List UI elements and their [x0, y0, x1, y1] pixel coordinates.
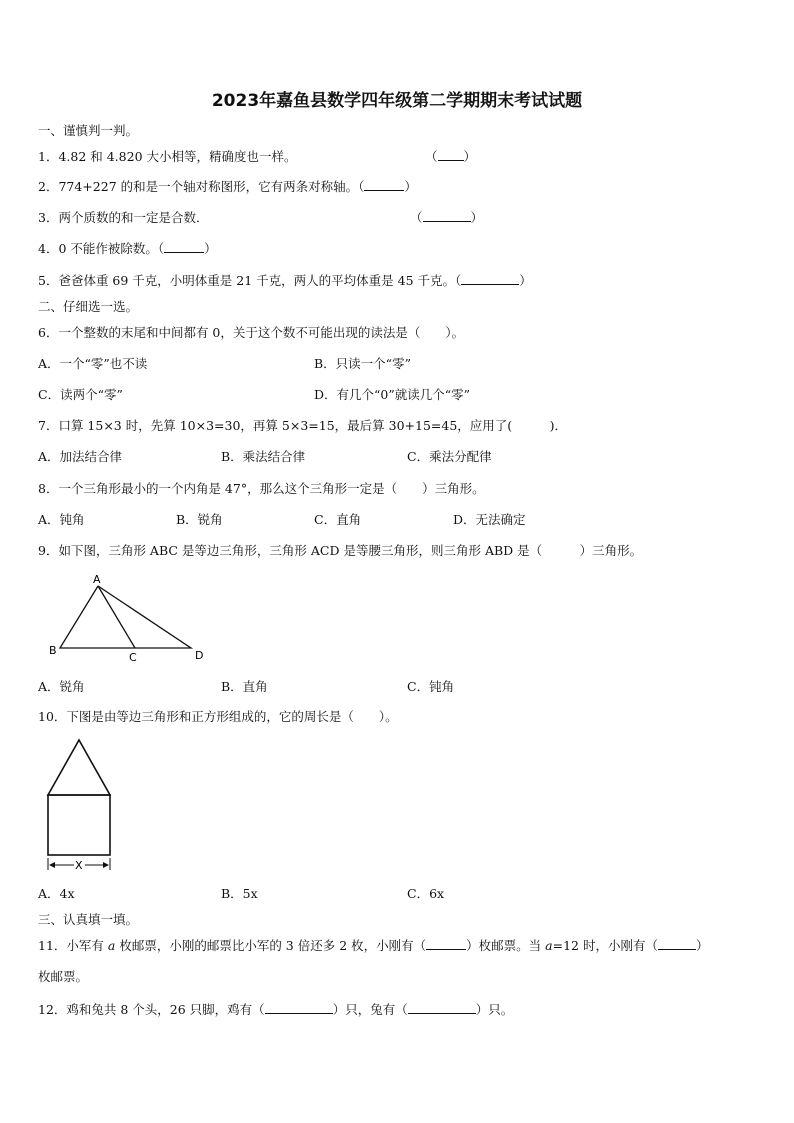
question-2: 2．774+227 的和是一个轴对称图形，它有两条对称轴。（ ）	[38, 179, 417, 194]
question-3	[38, 208, 208, 226]
variable-a: a	[107, 938, 116, 953]
q10-option-b[interactable]: B．5x	[221, 886, 258, 901]
q7-option-b[interactable]: B．乘法结合律	[221, 449, 306, 464]
triangle-abd-figure	[40, 570, 220, 666]
question-11-line-2: 枚邮票。	[38, 969, 89, 984]
answer-blank[interactable]	[364, 178, 404, 191]
question-5: 5．爸爸体重 69 千克，小明体重是 21 千克，两人的平均体重是 45 千克。（ ）	[38, 273, 532, 288]
page-title: 2023年嘉鱼县数学四年级第二学期期末考试试题	[211, 91, 583, 111]
answer-blank[interactable]	[438, 148, 464, 161]
q8-option-b[interactable]: B．锐角	[176, 512, 223, 527]
q6-option-d[interactable]: D．有几个“0”就读几个“零”	[314, 387, 471, 402]
q6-option-b[interactable]: B．只读一个“零”	[314, 356, 411, 371]
q10-option-c[interactable]: C．6x	[407, 886, 445, 901]
label-a: A	[93, 573, 101, 586]
equilateral-triangle	[48, 740, 110, 795]
question-4: 4．0 不能作被除数。（ ）	[38, 241, 217, 256]
question-1-text: 1．4.82 和 4.820 大小相等，精确度也一样。	[38, 149, 297, 164]
question-1-answer[interactable]: （ ）	[425, 149, 477, 164]
question-8-text: 8．一个三角形最小的一个内角是 47°，那么这个三角形一定是（ ）三角形。	[38, 481, 485, 496]
question-5-text: 5．爸爸体重 69 千克，小明体重是 21 千克，两人的平均体重是 45 千克。（	[38, 273, 462, 288]
question-1	[38, 147, 297, 165]
answer-blank[interactable]	[265, 1001, 333, 1014]
q7-option-a[interactable]: A．加法结合律	[38, 449, 123, 464]
triangle-outline	[60, 586, 191, 648]
variable-a: a	[545, 938, 553, 953]
question-2-text: 2．774+227 的和是一个轴对称图形，它有两条对称轴。（	[38, 179, 365, 194]
q10-option-a[interactable]: A．4x	[38, 886, 75, 901]
question-4-text: 4．0 不能作被除数。（	[38, 241, 165, 256]
house-shape-figure	[40, 734, 120, 874]
label-d: D	[195, 649, 204, 662]
arrowhead-left-icon	[49, 862, 55, 868]
answer-blank[interactable]	[426, 937, 466, 950]
q8-option-a[interactable]: A．钝角	[38, 512, 85, 527]
q6-option-c[interactable]: C．读两个“零”	[38, 387, 123, 402]
question-3-answer[interactable]: （ ）	[410, 210, 484, 225]
question-9-text: 9．如下图，三角形 ABC 是等边三角形，三角形 ACD 是等腰三角形，则三角形 ABD 是（ ）三角形。	[38, 543, 643, 558]
answer-blank[interactable]	[461, 272, 519, 285]
q7-option-c[interactable]: C．乘法分配律	[407, 449, 492, 464]
answer-blank[interactable]	[164, 240, 204, 253]
section-heading-1: 一、谨慎判一判。	[38, 123, 139, 138]
square	[48, 795, 110, 855]
section-heading-2: 二、仔细选一选。	[38, 299, 139, 314]
question-10-text: 10．下图是由等边三角形和正方形组成的，它的周长是（ ）。	[38, 709, 398, 724]
answer-blank[interactable]	[423, 209, 471, 222]
q8-option-c[interactable]: C．直角	[314, 512, 362, 527]
section-heading-3: 三、认真填一填。	[38, 912, 139, 927]
q9-option-c[interactable]: C．钝角	[407, 679, 455, 694]
question-7-text: 7．口算 15×3 时，先算 10×3=30，再算 5×3=15，最后算 30+15=45，应用了( )．	[38, 418, 568, 433]
question-12: 12．鸡和兔共 8 个头，26 只脚，鸡有（ ）只，兔有（ ）只。	[38, 1002, 514, 1017]
q9-option-a[interactable]: A．锐角	[38, 679, 85, 694]
segment-ac	[98, 586, 135, 648]
answer-blank[interactable]	[408, 1001, 476, 1014]
question-11: 11．小军有 a 枚邮票，小刚的邮票比小军的 3 倍还多 2 枚，小刚有（ ）枚邮票。当 a=12 时，小刚有（ ）	[38, 938, 709, 953]
q8-option-d[interactable]: D．无法确定	[453, 512, 526, 527]
answer-blank[interactable]	[658, 937, 696, 950]
arrowhead-right-icon	[103, 862, 109, 868]
question-6-text: 6．一个整数的末尾和中间都有 0，关于这个数不可能出现的读法是（ ）。	[38, 325, 465, 340]
label-x: X	[75, 859, 83, 872]
label-c: C	[129, 651, 137, 664]
q9-option-b[interactable]: B．直角	[221, 679, 268, 694]
question-3-text: 3．两个质数的和一定是合数．	[38, 210, 209, 225]
label-b: B	[49, 644, 57, 657]
q6-option-a[interactable]: A．一个“零”也不读	[38, 356, 148, 371]
